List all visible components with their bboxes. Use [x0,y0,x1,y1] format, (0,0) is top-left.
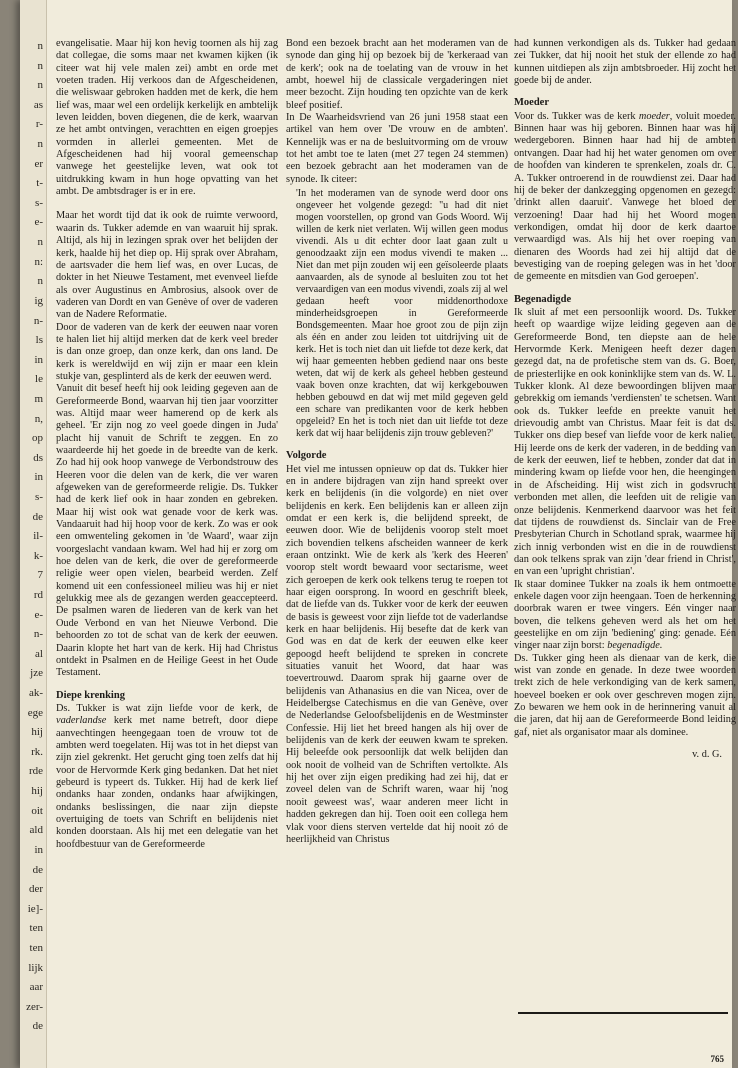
paragraph: Ik sluit af met een persoonlijk woord. Ds. Tukker heeft op waardige wijze leiding gegeven aan de Gereformeerde Bond, ten diepste aan de hele Hervormde Kerk. Menigeen heeft dezer dagen gezegd dat, na de profetische stem van ds. G. Boer, de priesterlijke en ook koninklijke stem van ds. W. L. Tukker klonk. Al deze bewoordingen blijven maar gebrekkig om iemands 'verdiensten' te schetsen. Want ook ds. Tukker leefde en preekte vanuit het drievoudig ambt van Christus. Maar feit is dat ds. Tukker ons diep besef van liefde voor de kerk naliet. Hij leerde ons de kerk der vaderen, in de bedding van de kerk der eeuwen, lief te hebben, zonder dat dat in mindering kwam op liefde voor hen, die heengingen in de Afscheiding. Hij wist zich in godsvrucht verbonden met allen, die leefden uit de religie van onze belijdenis. Kenmerkend daarvoor was het feit dat tijdens de rouwdienst ds. Sinclair van de Free Presbyterian Church in Schotland sprak, waarmee hij zich innig verbonden wist en die in de rouwdienst dan ook telkens sprak van zijn 'dear friend in Christ', en van een 'upright christian'. [514,307,736,578]
column-1 [56,38,278,851]
margin-fragment: n- [33,628,43,641]
margin-fragment: in [34,843,43,856]
margin-fragment: de [32,510,43,523]
margin-fragment: ie]- [27,902,43,915]
journal-page [20,0,736,1068]
paragraph: In De Waarheidsvriend van 26 juni 1958 staat een artikel van hem over 'De vrouw en de ambten'. Kennelijk was er na de besluitvorming om de vrouw tot het ambt toe te laten (met 27 tegen 24 stemmen) een bezoek gebracht aan het moderamen van de synode. Ik citeer: [286,112,508,185]
margin-fragment: in [34,353,43,366]
italic-text: begenadigde. [607,640,663,652]
end-rule [518,1012,728,1014]
margin-fragment: lijk [28,961,43,974]
text-run: Ik staar dominee Tukker na zoals ik hem ontmoette enkele dagen voor zijn heengaan. Toen de herkenning doorbrak waren er twee vingers. Eén vinger naar boven, die telkens geheven werd als het om het geestelijke en om zijn 'bediening' ging: genade. Eén vinger naar zijn borst: [514,578,736,652]
margin-fragment: s- [35,490,43,503]
text-run: kerk met name betreft, door diepe aanvechtingen heengegaan toen de vrouw tot de ambten werd toegelaten. Hij was tot in het diepst van zijn ziel gekrenkt. Het gerucht ging toen zelfs dat hij voor de Hervormde Kerk ging bedanken. Dat het niet gebeurd is typeert ds. Tukker. Hij had de kerk lief ondanks haar zonden, ondanks haar afwijkingen, ondanks beslissingen, die naar zijn diepste overtuiging de toets van Schrift en belijdenis niet konden doorstaan. Als hij met een delegatie van het hoofdbestuur van de Gereformeerde [56,715,278,850]
margin-fragment: ak- [28,687,43,700]
paragraph: Door de vaderen van de kerk der eeuwen naar voren te halen liet hij altijd merken dat de kerk veel breder is dan onze groep, dan onze kerk, dan ons land. De kerk is wereldwijd en wij zijn er maar een klein stukje van, gesplinterd als de kerk der eeuwen werd. [56,321,278,382]
margin-fragment: hij [31,785,43,798]
margin-fragment: in [34,471,43,484]
text-run: Ds. Tukker is wat zijn liefde voor de kerk, de [56,702,278,714]
previous-page-margin [20,0,47,1068]
page-number: 765 [710,1054,724,1064]
margin-fragment: ald [29,824,43,837]
paragraph: evangelisatie. Maar hij kon hevig toornen als hij zag dat collegae, die soms maar net kwamen kijken (ik citeer wat hij vele malen zei) ambt en orde met voeten traden. Hij verkoos dan de Afgescheidenen, die weliswaar gebroken hadden met de kerk, die hem lief was, maar wel een ordelijk kerkelijk en ambtelijk leven leidden, boven diegenen, die de kerk, waarvan ze het ambt ontvingen, verachtten en eigen groepjes vormden in allerlei gemeenten. Met de Afgescheidenen had hij vooral gemeenschap vanwege het geestelijke leven, wat ook tot uitdrukking kwam in hun hoge opvatting van het ambt. De ambtsdrager is er in ere. [56,38,278,198]
italic-text: moeder [638,110,670,122]
margin-fragment: r- [35,118,43,131]
paragraph: Vanuit dit besef heeft hij ook leiding gegeven aan de Gereformeerde Bond, waarvan hij tien jaar voorzitter was. Altijd maar weer hamerend op de kerk als geheel. 'Er zijn nog zo veel goede dingen in Juda' placht hij vanuit de Schrift te zeggen. En zo waardeerde hij het goede in de breedte van de kerk. Zo had hij ook hoop vanwege de Verbondstrouw des Heeren voor die delen van de kerk, die ver waren afgeweken van de gereformeerde religie. Ds. Tukker had de kerk lief ook in haar zonden en gebreken. Maar hij wist ook wat genade voor de kerk was. Vandaaruit had hij hoop voor de kerk. Zo was er ook een omwenteling gekomen in 'de Waard', waar zijn voorgeslacht vandaan kwam. Wel had hij er zorg om hoe delen van de kerk, die over de gereformeerde religie weer open vielen, bearbeid werden. Zelf komend uit een confessioneel milieu was hij er niet gelukkig mee als de gezangen werden geaccepteerd. De psalmen waren de liederen van de kerk van het Oude Verbond en van het Nieuwe Verbond. Die behoorden zo tot de schat van de kerk der eeuwen. Daarin klopte het hart van de kerk. Hij had Christus ontdekt in Psalmen en de Heilige Geest in het Oude Testament. [56,383,278,679]
margin-fragment: t- [36,177,43,190]
author-signature: v. d. G. [692,749,722,761]
margin-fragment: aar [29,981,43,994]
paragraph [514,579,736,653]
column-2 [286,38,508,846]
section-heading-volgorde: Volgorde [286,450,327,462]
margin-fragment: s- [35,196,43,209]
margin-fragment: as [33,98,43,111]
margin-fragment: n: [34,255,43,268]
paragraph [56,703,278,851]
margin-fragment: ten [29,941,43,954]
margin-fragment: le [35,373,43,386]
margin-fragment: rk. [31,745,43,758]
margin-fragment: op [32,432,43,445]
margin-fragment: ig [34,294,43,307]
paragraph: Ds. Tukker ging heen als dienaar van de kerk, die wist van zonde en genade. In deze twee woorden trekt zich de hele verkondiging van de kerk samen, hoeveel boeken er ook over geschreven mogen zijn. Zo bewaren we hem ook in de herinnering vanuit al die jaren, dat hij aan de Gereformeerde Bond leiding gaf, niet als organisator maar als dominee. [514,652,736,738]
column-3 [514,38,736,761]
margin-fragment: e- [34,216,43,229]
margin-fragment: rde [28,765,43,778]
margin-fragment: 7 [37,569,43,582]
text-run: Voor ds. Tukker was de kerk [514,110,639,122]
margin-fragment: n [37,138,43,151]
margin-fragment: n- [33,314,43,327]
paragraph: Bond een bezoek bracht aan het moderamen van de synode dan ging hij op bezoek bij de 'kerkeraad van de kerk'; ook na de toelating van de vrouw in het ambt, hoewel hij de classicale vergaderingen niet meer bezocht. Zijn houding ten opzichte van de kerk bleef positief. [286,38,508,111]
margin-fragment: n [37,236,43,249]
margin-fragment: ten [29,922,43,935]
margin-fragment: n [37,79,43,92]
block-quote: 'In het moderamen van de synode werd door ons ongeveer het volgende gezegd: "u had dit niet mogen voorstellen, op grond van Gods Woord. Wij willen de kerk niet verlaten. Wij willen geen modus vivendi. Als u dit echter door laat gaan zult u genoodzaakt zijn een modus vivendi te maken ... Niet dan met pijn zouden wij een geïsoleerde plaats aanvaarden, als de synode al besluiten zou tot het vervaardigen van een modus vivendi, zoals zij al wel gedaan heeft voor middenorthodoxe minderheidsgroepen in Gereformeerde Bondsgemeenten. Maar hoe groot zou de pijn zijn als één en ander zou leiden tot uitdrijving uit de kerk. Het is toch niet dan uit liefde tot deze kerk, dat wij haar gemeenten hebben gediend naar ons beste weten, dat wij de kerk als geheel hebben gesteund vaak boven onze krachten, dat wij kerkgebouwen hebben gebouwd en dat wij met mild gegeven geld een schare van predikanten voor de kerk hebben opgeleid? En het is toch niet dan uit liefde tot deze kerk dat wij haar belijdenis zijn trouw gebleven?' [296,188,508,440]
paragraph [514,111,736,284]
section-heading-begenadigde: Begenadigde [514,293,572,305]
section-heading-moeder: Moeder [514,97,549,109]
margin-fragment: n [37,40,43,52]
paragraph: Het viel me intussen opnieuw op dat ds. Tukker hier en in andere bijdragen van zijn hand spreekt over kerk en belijdenis (in die volgorde) en niet over belijdenis en kerk. Een belijdenis kan er alleen zijn omdat er een kerk is, die belijdend spreekt, de eeuwen door. Wie de belijdenis voorop stelt moet zich bovendien telkens afscheiden wanneer de kerk eraan ontzinkt. Wie de kerk als 'kerk des Heeren' voorop stelt wordt bewaard voor sectarisme, weet zich geroepen de kerk ook telkens terug te roepen tot haar eigen oorsprong. In woord en geschrift bleek, dat de liefde van ds. Tukker voor de kerk der eeuwen de basis is geweest voor zijn liefde tot de vaderlandse kerk en haar belijdenis. Hij besefte dat de kerk van God was en dat de kerk der eeuwen elke keer gepoogd heeft belijdend te spreken in concrete situaties vanuit het Woord, dat haar was toevertrouwd. Daarom sprak hij gaarne over de belijdenis van Athanasius en die van Nicea, over de Heidelbergse Catechismus en die van Genève, over de Nederlandse Geloofsbelijdenis en de Westminster Confessie. Hij liet het breed hangen als hij over de belijdenis van de kerk der eeuwen kwam te spreken. Hij beleefde ook persoonlijk dat welk belijden dan ook nooit de volheid van de Schriften vertolkte. Als hij het over zijn eigen prediking had zei hij, dat er zoveel delen van de Schrift waren, waar hij 'nog nooit geweest was', waar anderen meer licht in hadden gekregen dan hij. Toen ooit een collega hem vlak voor diens sterven vertelde dat hij nooit zó de heerlijkheid van Christus [286,463,508,845]
margin-fragment: de [32,863,43,876]
margin-fragment: hij [31,726,43,739]
paragraph: had kunnen verkondigen als ds. Tukker had gedaan zei Tukker, dat hij nooit het stuk der ellende zo had kunnen uitdiepen als zijn ambtsbroeder. Hij zocht het goede bij de ander. [514,38,736,87]
margin-fragment: al [35,647,43,660]
margin-fragment: ls [35,334,43,347]
margin-fragment: der [28,883,43,896]
margin-fragment: ds [33,451,43,464]
margin-fragment: m [34,392,43,405]
margin-fragment: jze [30,667,43,680]
margin-fragment: n [37,275,43,288]
margin-fragment: oit [31,804,43,817]
margin-fragment: zer- [26,1000,43,1013]
paragraph: Maar het wordt tijd dat ik ook de ruimte verwoord, waarin ds. Tukker ademde en van waaruit hij sprak. Altijd, als hij in lezingen sprak over het belijden der kerk, haalde hij het diep op. Hij sprak over Abraham, de aartsvader die hem lief was, en over Lucas, de dokter in het Nieuwe Testament, met evenveel liefde als over Augustinus en Ambrosius, alsook over de vaderen van Dordt en van Genève of over de vaderen van de Nadere Reformatie. [56,210,278,321]
italic-text: vaderlandse [56,715,107,727]
margin-fragment: n, [34,412,43,425]
margin-fragment: k- [33,549,43,562]
margin-fragment: e- [34,608,43,621]
margin-fragment: ege [27,706,43,719]
margin-fragment: de [32,1020,43,1033]
section-heading-diepe-krenking: Diepe krenking [56,689,125,701]
margin-fragment: il- [33,530,43,543]
margin-fragment: rd [33,589,43,602]
margin-fragment: er [34,157,43,170]
text-run: , voluit moeder. Binnen haar was hij geboren. Binnen haar was hij wedergeboren. Binnen haar had hij de ambten ontvangen. Daar had hij het water genomen om over de hoofden van kinderen te sprenkelen, zoals dr. C. A. Tukker ontroerend in de rouwdienst zei. Daar had hij de beker der dankzegging opgenomen en gezegd: 'drinkt allen daaruit'. Vanwege het bloed der verzoening! Daar had hij het Woord mogen verkondigen, omdat hij door de kerk daartoe verwaardigd was. Als hij het over roeping van dienaren des Woords had zei hij altijd dat de bevestiging van de roeping gelegen was in het 'door de gemeente en mitsdien van God geroepen'. [514,110,736,283]
margin-fragment: n [37,59,43,72]
